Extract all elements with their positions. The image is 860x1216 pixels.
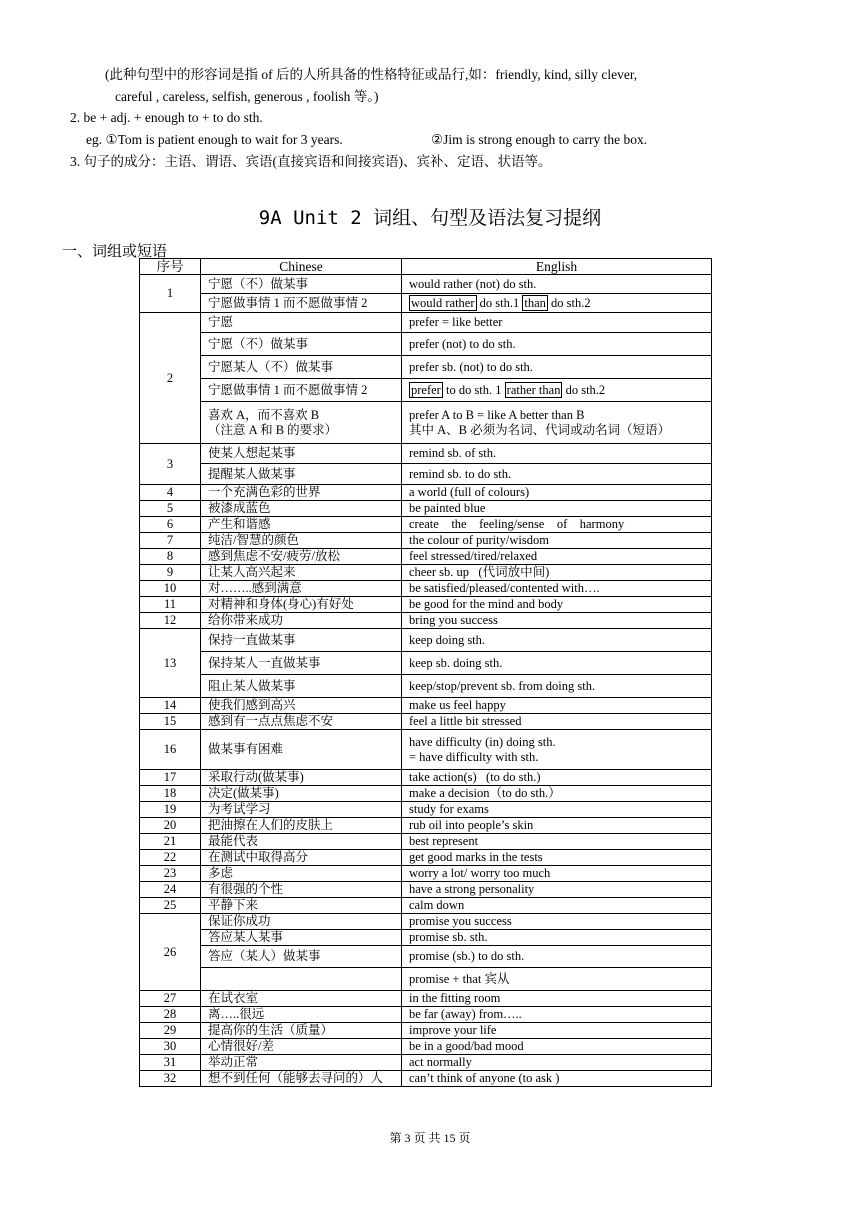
row-chinese: 提醒某人做某事 (201, 464, 402, 485)
row-chinese (201, 402, 402, 444)
row-english: keep/stop/prevent sb. from doing sth. (402, 675, 712, 698)
row-english: prefer = like better (402, 313, 712, 333)
row-num: 4 (140, 485, 201, 501)
table-row (140, 1007, 712, 1023)
section-heading: 一、词组或短语 (62, 244, 168, 260)
row-chinese: 举动正常 (201, 1055, 402, 1071)
table-row (140, 802, 712, 818)
row-english: have a strong personality (402, 882, 712, 898)
table-row (140, 533, 712, 549)
table-row (140, 597, 712, 613)
row-english: promise (sb.) to do sth. (402, 946, 712, 968)
phrase-table (139, 258, 712, 1087)
row-english (402, 294, 712, 313)
row-english: act normally (402, 1055, 712, 1071)
page-title: 9A Unit 2 词组、句型及语法复习提纲 (258, 207, 602, 229)
intro-line-3: 2. be + adj. + enough to + to do sth. (70, 110, 263, 125)
row-chinese: 使我们感到高兴 (201, 698, 402, 714)
row-num: 24 (140, 882, 201, 898)
table-row (140, 850, 712, 866)
row-num: 17 (140, 770, 201, 786)
row-english (402, 402, 712, 444)
table-row (140, 968, 712, 991)
table-row (140, 786, 712, 802)
table-row (140, 675, 712, 698)
row-chinese: 保持一直做某事 (201, 629, 402, 652)
row-english: make us feel happy (402, 698, 712, 714)
row-english: can’t think of anyone (to ask ) (402, 1071, 712, 1087)
row-num: 20 (140, 818, 201, 834)
row-num: 32 (140, 1071, 201, 1087)
row-english (402, 379, 712, 402)
table-row (140, 485, 712, 501)
table-row (140, 1071, 712, 1087)
table-row (140, 313, 712, 333)
header-num: 序号 (140, 259, 201, 275)
intro-example-2: ②Jim is strong enough to carry the box. (431, 132, 648, 147)
table-row (140, 1039, 712, 1055)
table-row (140, 914, 712, 930)
row-english: calm down (402, 898, 712, 914)
table-row (140, 946, 712, 968)
table-row (140, 444, 712, 464)
row-english: rub oil into people’s skin (402, 818, 712, 834)
row-chinese: 多虑 (201, 866, 402, 882)
row-chinese: 平静下来 (201, 898, 402, 914)
boxed-term: would rather (411, 295, 475, 310)
table-row (140, 834, 712, 850)
row-english-line: have difficulty (in) doing sth. (409, 734, 556, 749)
table-row (140, 1055, 712, 1071)
row-num: 18 (140, 786, 201, 802)
row-chinese: 宁愿某人（不）做某事 (201, 356, 402, 379)
table-row (140, 714, 712, 730)
table-row (140, 379, 712, 402)
table-row (140, 565, 712, 581)
row-num: 8 (140, 549, 201, 565)
table-row (140, 581, 712, 597)
row-num: 1 (140, 275, 201, 313)
table-row (140, 275, 712, 294)
row-num: 28 (140, 1007, 201, 1023)
row-english-part: do sth.1 (476, 295, 523, 310)
row-english: the colour of purity/wisdom (402, 533, 712, 549)
page-footer: 第 3 页 共 15 页 (389, 1131, 471, 1145)
row-num: 22 (140, 850, 201, 866)
row-chinese: 宁愿 (201, 313, 402, 333)
boxed-term: prefer (411, 382, 441, 397)
table-row (140, 652, 712, 675)
row-chinese: 宁愿（不）做某事 (201, 333, 402, 356)
row-num: 13 (140, 629, 201, 698)
row-chinese: 想不到任何（能够去寻问的）人 (201, 1071, 402, 1087)
row-num: 19 (140, 802, 201, 818)
table-row (140, 898, 712, 914)
boxed-term: than (524, 295, 546, 310)
row-chinese: 答应某人某事 (201, 930, 402, 946)
row-num: 2 (140, 313, 201, 444)
row-english-part: to do sth. 1 (442, 382, 505, 397)
row-english-line: 其中 A、B 必须为名词、代词或动名词（短语） (409, 422, 671, 437)
row-english: feel a little bit stressed (402, 714, 712, 730)
row-english: cheer sb. up (代词放中间) (402, 565, 712, 581)
table-row (140, 629, 712, 652)
intro-example-1: eg. ①Tom is patient enough to wait for 3 years. (86, 132, 343, 147)
row-english: make a decision（to do sth.） (402, 786, 712, 802)
intro-line-1: (此种句型中的形容词是指 of 后的人所具备的性格特征或品行,如：friendly, kind, silly clever, (105, 67, 638, 82)
row-num: 15 (140, 714, 201, 730)
row-english: a world (full of colours) (402, 485, 712, 501)
row-english: be satisfied/pleased/contented with…. (402, 581, 712, 597)
row-chinese: 给你带来成功 (201, 613, 402, 629)
row-num: 16 (140, 730, 201, 770)
row-english: promise + that 宾从 (402, 968, 712, 991)
row-english: best represent (402, 834, 712, 850)
row-num: 9 (140, 565, 201, 581)
row-num: 26 (140, 914, 201, 991)
row-chinese: 一个充满色彩的世界 (201, 485, 402, 501)
row-num: 11 (140, 597, 201, 613)
row-chinese: 感到焦虑不安/疲劳/放松 (201, 549, 402, 565)
row-num: 14 (140, 698, 201, 714)
row-english: get good marks in the tests (402, 850, 712, 866)
table-row (140, 698, 712, 714)
table-row (140, 501, 712, 517)
row-chinese: 答应（某人）做某事 (201, 946, 402, 968)
row-num: 12 (140, 613, 201, 629)
row-chinese: 决定(做某事) (201, 786, 402, 802)
row-chinese: 有很强的个性 (201, 882, 402, 898)
row-chinese: 阻止某人做某事 (201, 675, 402, 698)
row-chinese: 感到有一点点焦虑不安 (201, 714, 402, 730)
row-english: bring you success (402, 613, 712, 629)
row-chinese: 心情很好/差 (201, 1039, 402, 1055)
row-num: 25 (140, 898, 201, 914)
row-english: feel stressed/tired/relaxed (402, 549, 712, 565)
row-english: be good for the mind and body (402, 597, 712, 613)
row-chinese: 保证你成功 (201, 914, 402, 930)
row-chinese: 宁愿做事情 1 而不愿做事情 2 (201, 379, 402, 402)
row-num: 23 (140, 866, 201, 882)
row-chinese: 在试衣室 (201, 991, 402, 1007)
row-num: 3 (140, 444, 201, 485)
row-english: take action(s) (to do sth.) (402, 770, 712, 786)
row-num: 10 (140, 581, 201, 597)
row-chinese: 产生和谐感 (201, 517, 402, 533)
row-num: 5 (140, 501, 201, 517)
table-row (140, 517, 712, 533)
row-num: 7 (140, 533, 201, 549)
row-chinese: 对精神和身体(身心)有好处 (201, 597, 402, 613)
row-english: be painted blue (402, 501, 712, 517)
row-chinese: 把油擦在人们的皮肤上 (201, 818, 402, 834)
row-english: create the feeling/sense of harmony (402, 517, 712, 533)
row-chinese: 使某人想起某事 (201, 444, 402, 464)
table-row (140, 930, 712, 946)
row-chinese: 纯洁/智慧的颜色 (201, 533, 402, 549)
row-english: keep sb. doing sth. (402, 652, 712, 675)
row-num: 30 (140, 1039, 201, 1055)
table-row (140, 1023, 712, 1039)
row-chinese: 被漆成蓝色 (201, 501, 402, 517)
row-num: 31 (140, 1055, 201, 1071)
header-english: English (402, 259, 712, 275)
row-chinese: 采取行动(做某事) (201, 770, 402, 786)
row-english: remind sb. of sth. (402, 444, 712, 464)
row-english (402, 730, 712, 770)
row-english: in the fitting room (402, 991, 712, 1007)
row-chinese: 对……..感到满意 (201, 581, 402, 597)
table-row (140, 882, 712, 898)
row-num: 29 (140, 1023, 201, 1039)
row-english: keep doing sth. (402, 629, 712, 652)
row-num: 27 (140, 991, 201, 1007)
row-chinese (201, 968, 402, 991)
row-english-line: prefer A to B = like A better than B (409, 407, 585, 422)
row-chinese: 在测试中取得高分 (201, 850, 402, 866)
row-english: prefer (not) to do sth. (402, 333, 712, 356)
header-chinese: Chinese (201, 259, 402, 275)
row-english: prefer sb. (not) to do sth. (402, 356, 712, 379)
table-row (140, 549, 712, 565)
table-row (140, 730, 712, 770)
row-chinese: 让某人高兴起来 (201, 565, 402, 581)
row-english: would rather (not) do sth. (402, 275, 712, 294)
table-row (140, 991, 712, 1007)
table-row (140, 356, 712, 379)
intro-line-2: careful , careless, selfish, generous , foolish 等。) (115, 89, 379, 104)
row-english: be in a good/bad mood (402, 1039, 712, 1055)
row-english: promise sb. sth. (402, 930, 712, 946)
table-row (140, 464, 712, 485)
row-chinese: 提高你的生活（质量） (201, 1023, 402, 1039)
row-english: improve your life (402, 1023, 712, 1039)
row-english: study for exams (402, 802, 712, 818)
row-english-part: do sth.2 (547, 295, 591, 310)
row-chinese: 做某事有困难 (201, 730, 402, 770)
row-english-line: = have difficulty with sth. (409, 749, 539, 764)
table-row (140, 333, 712, 356)
row-chinese: 最能代表 (201, 834, 402, 850)
table-header-row (140, 259, 712, 275)
row-english: worry a lot/ worry too much (402, 866, 712, 882)
row-chinese: 为考试学习 (201, 802, 402, 818)
row-chinese: 宁愿（不）做某事 (201, 275, 402, 294)
row-chinese: 离…..很远 (201, 1007, 402, 1023)
table-row (140, 613, 712, 629)
table-row (140, 818, 712, 834)
intro-line-5: 3. 句子的成分：主语、谓语、宾语(直接宾语和间接宾语)、宾补、定语、状语等。 (70, 154, 552, 169)
boxed-term: rather than (506, 382, 561, 397)
table-row (140, 294, 712, 313)
row-chinese-line: 喜欢 A，而不喜欢 B (208, 407, 320, 422)
row-english: be far (away) from….. (402, 1007, 712, 1023)
row-num: 21 (140, 834, 201, 850)
table-row (140, 866, 712, 882)
row-english-part: do sth.2 (562, 382, 606, 397)
table-row (140, 770, 712, 786)
row-english: remind sb. to do sth. (402, 464, 712, 485)
row-english: promise you success (402, 914, 712, 930)
row-chinese: 保持某人一直做某事 (201, 652, 402, 675)
row-chinese: 宁愿做事情 1 而不愿做事情 2 (201, 294, 402, 313)
row-chinese-line: （注意 A 和 B 的要求） (208, 422, 338, 437)
table-row (140, 402, 712, 444)
row-num: 6 (140, 517, 201, 533)
